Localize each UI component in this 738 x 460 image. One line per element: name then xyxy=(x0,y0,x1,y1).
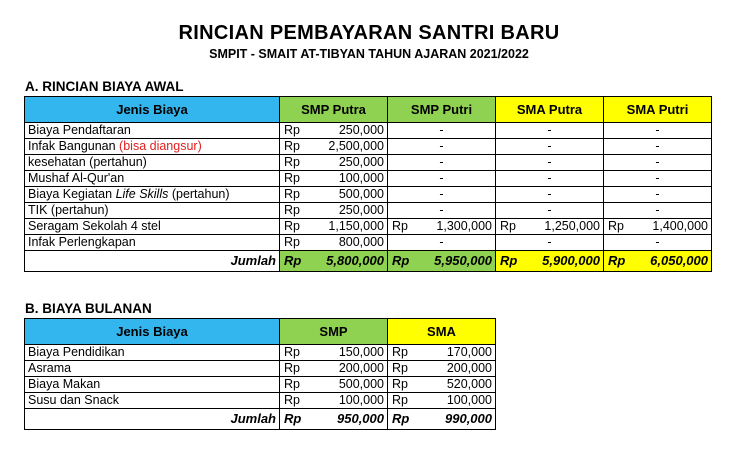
label-text: Biaya Makan xyxy=(28,377,101,391)
amount-value: 100,000 xyxy=(446,393,492,407)
cell-smp xyxy=(280,361,388,377)
cell-sma-putri xyxy=(604,219,712,235)
amount-value: 170,000 xyxy=(446,345,492,359)
section-b-heading: B. BIAYA BULANAN xyxy=(25,301,152,316)
currency-label: Rp xyxy=(284,361,300,375)
currency-label: Rp xyxy=(500,253,518,268)
currency-label: Rp xyxy=(284,203,300,217)
currency-label: Rp xyxy=(284,377,300,391)
amount-value: 2,500,000 xyxy=(328,139,384,153)
table-row xyxy=(25,123,712,139)
cell-sma-putri: - xyxy=(604,187,712,203)
total-sma-putra xyxy=(496,251,604,272)
amount-value: 500,000 xyxy=(338,377,384,391)
row-label xyxy=(25,171,280,187)
cell-smp-putra xyxy=(280,235,388,251)
label-italic-text: Life Skills xyxy=(115,187,169,201)
cell-sma-putra: - xyxy=(496,203,604,219)
amount-value: 250,000 xyxy=(338,123,384,137)
total-row xyxy=(25,409,496,430)
cell-smp-putri xyxy=(388,219,496,235)
amount-value: 990,000 xyxy=(445,411,492,426)
amount-value: 200,000 xyxy=(338,361,384,375)
amount-value: 5,950,000 xyxy=(434,253,492,268)
cell-smp-putri: - xyxy=(388,203,496,219)
amount-value: 100,000 xyxy=(338,393,384,407)
section-a-heading: A. RINCIAN BIAYA AWAL xyxy=(25,79,184,94)
currency-label: Rp xyxy=(392,219,408,233)
cell-smp-putra xyxy=(280,171,388,187)
amount-value: 100,000 xyxy=(338,171,384,185)
currency-label: Rp xyxy=(392,345,408,359)
cell-sma xyxy=(388,345,496,361)
row-label xyxy=(25,345,280,361)
currency-label: Rp xyxy=(284,411,302,426)
table-row xyxy=(25,203,712,219)
header-sma: SMA xyxy=(388,319,496,345)
total-smp xyxy=(280,409,388,430)
currency-label: Rp xyxy=(284,345,300,359)
label-text: Biaya Kegiatan xyxy=(28,187,116,201)
page-subtitle: SMPIT - SMAIT AT-TIBYAN TAHUN AJARAN 2021/2022 xyxy=(209,47,529,61)
table-header-row xyxy=(25,97,712,123)
table-row xyxy=(25,187,712,203)
cell-smp-putra xyxy=(280,219,388,235)
cell-sma-putra: - xyxy=(496,123,604,139)
total-label: Jumlah xyxy=(25,409,280,430)
label-text: Asrama xyxy=(28,361,72,375)
table-row xyxy=(25,361,496,377)
row-label xyxy=(25,203,280,219)
currency-label: Rp xyxy=(284,219,300,233)
cell-smp-putri: - xyxy=(388,187,496,203)
header-smp-putra: SMP Putra xyxy=(280,97,388,123)
currency-label: Rp xyxy=(284,235,300,249)
amount-value: 1,250,000 xyxy=(544,219,600,233)
label-text: Seragam Sekolah 4 stel xyxy=(28,219,161,233)
total-label: Jumlah xyxy=(25,251,280,272)
label-text: Infak Perlengkapan xyxy=(28,235,136,249)
currency-label: Rp xyxy=(392,361,408,375)
cell-sma-putra: - xyxy=(496,155,604,171)
label-note: (bisa diangsur) xyxy=(119,139,202,153)
total-sma xyxy=(388,409,496,430)
amount-value: 1,400,000 xyxy=(652,219,708,233)
amount-value: 250,000 xyxy=(338,203,384,217)
amount-value: 250,000 xyxy=(338,155,384,169)
amount-value: 200,000 xyxy=(446,361,492,375)
amount-value: 150,000 xyxy=(338,345,384,359)
cell-sma-putra: - xyxy=(496,171,604,187)
header-jenis-biaya: Jenis Biaya xyxy=(25,319,280,345)
cell-sma xyxy=(388,361,496,377)
header-smp-putri: SMP Putri xyxy=(388,97,496,123)
currency-label: Rp xyxy=(284,123,300,137)
cell-sma-putri: - xyxy=(604,139,712,155)
currency-label: Rp xyxy=(392,393,408,407)
cell-smp-putri: - xyxy=(388,123,496,139)
header-jenis-biaya: Jenis Biaya xyxy=(25,97,280,123)
label-text: Biaya Pendidikan xyxy=(28,345,125,359)
row-label xyxy=(25,123,280,139)
table-row xyxy=(25,219,712,235)
row-label xyxy=(25,187,280,203)
cell-sma-putra: - xyxy=(496,187,604,203)
cell-sma-putri: - xyxy=(604,235,712,251)
cell-smp-putri: - xyxy=(388,171,496,187)
label-text: TIK (pertahun) xyxy=(28,203,109,217)
cell-sma-putri: - xyxy=(604,203,712,219)
label-text: Susu dan Snack xyxy=(28,393,120,407)
label-text: Mushaf Al-Qur'an xyxy=(28,171,125,185)
currency-label: Rp xyxy=(284,139,300,153)
amount-value: 500,000 xyxy=(338,187,384,201)
amount-value: 950,000 xyxy=(337,411,384,426)
cell-smp-putri: - xyxy=(388,235,496,251)
row-label xyxy=(25,139,280,155)
total-smp-putri xyxy=(388,251,496,272)
label-text: (pertahun) xyxy=(168,187,230,201)
amount-value: 1,150,000 xyxy=(328,219,384,233)
currency-label: Rp xyxy=(392,377,408,391)
cell-sma-putri: - xyxy=(604,155,712,171)
row-label xyxy=(25,393,280,409)
label-text: Infak Bangunan xyxy=(28,139,120,153)
amount-value: 520,000 xyxy=(446,377,492,391)
cell-smp xyxy=(280,377,388,393)
currency-label: Rp xyxy=(608,219,624,233)
cell-smp xyxy=(280,345,388,361)
cell-sma xyxy=(388,377,496,393)
cell-smp-putra xyxy=(280,139,388,155)
row-label xyxy=(25,155,280,171)
currency-label: Rp xyxy=(284,393,300,407)
cell-smp xyxy=(280,393,388,409)
currency-label: Rp xyxy=(500,219,516,233)
total-sma-putri xyxy=(604,251,712,272)
cell-sma-putri: - xyxy=(604,171,712,187)
cell-smp-putri: - xyxy=(388,155,496,171)
currency-label: Rp xyxy=(608,253,626,268)
label-text: kesehatan (pertahun) xyxy=(28,155,147,169)
page-title: RINCIAN PEMBAYARAN SANTRI BARU xyxy=(178,22,560,44)
total-row xyxy=(25,251,712,272)
currency-label: Rp xyxy=(284,187,300,201)
amount-value: 800,000 xyxy=(338,235,384,249)
cell-sma-putra: - xyxy=(496,139,604,155)
currency-label: Rp xyxy=(284,155,300,169)
row-label xyxy=(25,219,280,235)
monthly-fees-table xyxy=(24,318,496,430)
cell-smp-putra xyxy=(280,187,388,203)
table-row xyxy=(25,171,712,187)
label-text: Biaya Pendaftaran xyxy=(28,123,131,137)
cell-smp-putra xyxy=(280,203,388,219)
table-header-row xyxy=(25,319,496,345)
cell-sma-putra: - xyxy=(496,235,604,251)
amount-value: 6,050,000 xyxy=(650,253,708,268)
header-smp: SMP xyxy=(280,319,388,345)
table-row xyxy=(25,155,712,171)
currency-label: Rp xyxy=(284,253,302,268)
cell-sma xyxy=(388,393,496,409)
currency-label: Rp xyxy=(284,171,300,185)
currency-label: Rp xyxy=(392,253,410,268)
initial-fees-table xyxy=(24,96,712,272)
header-sma-putri: SMA Putri xyxy=(604,97,712,123)
table-row xyxy=(25,393,496,409)
table-row xyxy=(25,377,496,393)
table-row xyxy=(25,345,496,361)
amount-value: 1,300,000 xyxy=(436,219,492,233)
amount-value: 5,900,000 xyxy=(542,253,600,268)
row-label xyxy=(25,361,280,377)
cell-sma-putra xyxy=(496,219,604,235)
row-label xyxy=(25,377,280,393)
total-smp-putra xyxy=(280,251,388,272)
header-sma-putra: SMA Putra xyxy=(496,97,604,123)
row-label xyxy=(25,235,280,251)
table-row xyxy=(25,139,712,155)
amount-value: 5,800,000 xyxy=(326,253,384,268)
table-row xyxy=(25,235,712,251)
cell-smp-putra xyxy=(280,155,388,171)
cell-sma-putri: - xyxy=(604,123,712,139)
cell-smp-putri: - xyxy=(388,139,496,155)
currency-label: Rp xyxy=(392,411,410,426)
cell-smp-putra xyxy=(280,123,388,139)
